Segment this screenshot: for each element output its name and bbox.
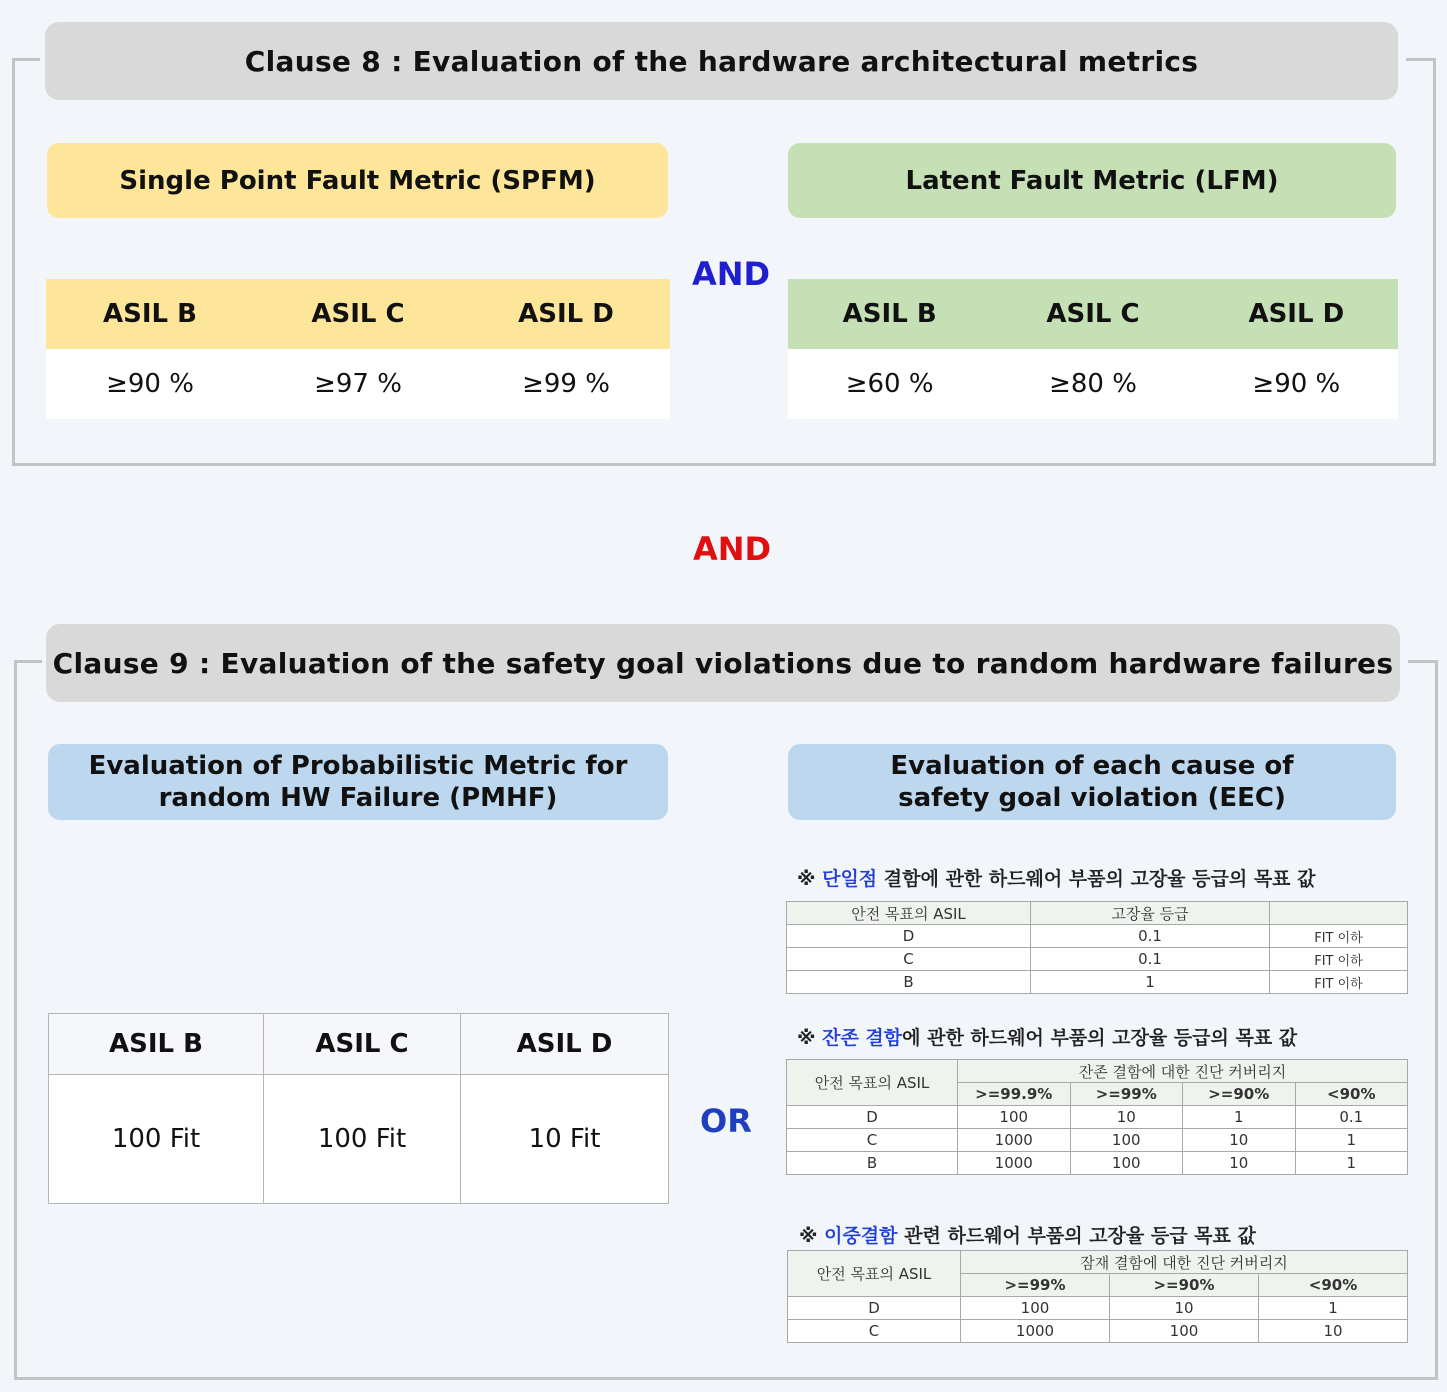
pmhf-label-line2: random HW Failure (PMHF) [158, 783, 558, 813]
eec-table1 [786, 901, 1408, 994]
eec-table3-group-header: 잠재 결함에 대한 진단 커버리지 [961, 1251, 1408, 1274]
pmhf-label-line1: Evaluation of Probabilistic Metric for [88, 751, 628, 781]
lfm-header-asil-d: ASIL D [1248, 299, 1345, 329]
table-row [787, 1152, 1408, 1175]
eec-table1-header-rate: 고장율 등급 [1031, 902, 1270, 925]
eec-table1-unit: FIT 이하 [1270, 948, 1408, 971]
table-row [788, 1320, 1408, 1343]
eec-table1-note-rest: 결함에 관한 하드웨어 부품의 고장율 등급의 목표 값 [877, 868, 1316, 890]
eec-table2-note-prefix: ※ [797, 1027, 823, 1049]
pmhf-label [48, 744, 668, 820]
lfm-value-asil-c: ≥80 % [991, 349, 1194, 419]
eec-label-line2: safety goal violation (EEC) [898, 783, 1286, 813]
eec-table2-cell: 1 [1295, 1152, 1408, 1175]
eec-table3-note-rest: 관련 하드웨어 부품의 고장율 등급 목표 값 [897, 1225, 1256, 1247]
eec-table1-asil: B [787, 971, 1031, 994]
lfm-header-asil-b: ASIL B [842, 299, 937, 329]
eec-table2-cell: 1000 [958, 1152, 1071, 1175]
eec-table2-sub-header: >=90% [1183, 1083, 1296, 1106]
eec-table3-cell: 1000 [961, 1320, 1110, 1343]
clause9-or-operator: OR [700, 1102, 752, 1140]
eec-table3-note-prefix: ※ [799, 1225, 825, 1247]
table-row [787, 1106, 1408, 1129]
clause9-title: Clause 9 : Evaluation of the safety goal violations due to random hardware failures [46, 624, 1400, 702]
eec-table1-header-unit [1270, 902, 1408, 925]
eec-table1-unit: FIT 이하 [1270, 971, 1408, 994]
clause8-and-operator: AND [692, 255, 771, 293]
pmhf-value-asil-b: 100 Fit [49, 1075, 264, 1204]
pmhf-header-asil-d: ASIL D [461, 1014, 669, 1075]
eec-table2-sub-header: >=99.9% [958, 1083, 1071, 1106]
eec-table2-cell: 100 [1070, 1129, 1183, 1152]
eec-table2-group-header: 잔존 결함에 대한 진단 커버리지 [958, 1060, 1408, 1083]
eec-table3-cell: 10 [1110, 1297, 1259, 1320]
eec-table3-cell: C [788, 1320, 961, 1343]
eec-table2-sub-header: >=99% [1070, 1083, 1183, 1106]
eec-table3-row-header: 안전 목표의 ASIL [788, 1251, 961, 1297]
eec-table3-sub-header: <90% [1259, 1274, 1408, 1297]
eec-table2-sub-header: <90% [1295, 1083, 1408, 1106]
eec-table1-rate: 0.1 [1031, 948, 1270, 971]
eec-table1-note-prefix: ※ [797, 868, 823, 890]
eec-table3-cell: 100 [1110, 1320, 1259, 1343]
eec-table2-cell: 10 [1070, 1106, 1183, 1129]
pmhf-value-asil-d: 10 Fit [461, 1075, 669, 1204]
eec-table2-cell: B [787, 1152, 958, 1175]
eec-table2-cell: 1 [1295, 1129, 1408, 1152]
eec-table3-cell: 10 [1259, 1320, 1408, 1343]
eec-table2-cell: 1000 [958, 1129, 1071, 1152]
eec-label [788, 744, 1396, 820]
eec-table3-cell: 100 [961, 1297, 1110, 1320]
pmhf-header-asil-b: ASIL B [49, 1014, 264, 1075]
eec-table1-header-asil: 안전 목표의 ASIL [787, 902, 1031, 925]
eec-table2-cell: C [787, 1129, 958, 1152]
spfm-table [46, 279, 670, 419]
pmhf-table [48, 1013, 669, 1204]
eec-table3-note [799, 1221, 1256, 1248]
eec-table2-row-header: 안전 목표의 ASIL [787, 1060, 958, 1106]
pmhf-value-asil-c: 100 Fit [264, 1075, 461, 1204]
table-row [788, 1297, 1408, 1320]
table-row [787, 1129, 1408, 1152]
spfm-header-asil-c: ASIL C [311, 299, 405, 329]
eec-table3-cell: D [788, 1297, 961, 1320]
lfm-value-asil-b: ≥60 % [788, 349, 991, 419]
eec-table1-note [797, 864, 1316, 891]
eec-table2-note-highlight: 잔존 결함 [822, 1027, 903, 1049]
eec-table3-note-highlight: 이중결함 [824, 1225, 898, 1247]
lfm-label: Latent Fault Metric (LFM) [788, 143, 1396, 218]
spfm-header-asil-d: ASIL D [518, 299, 614, 329]
eec-label-line1: Evaluation of each cause of [890, 751, 1294, 781]
lfm-value-asil-d: ≥90 % [1195, 349, 1398, 419]
eec-table2-cell: 0.1 [1295, 1106, 1408, 1129]
eec-table1-unit: FIT 이하 [1270, 925, 1408, 948]
spfm-header-asil-b: ASIL B [103, 299, 197, 329]
pmhf-header-asil-c: ASIL C [264, 1014, 461, 1075]
eec-table1-asil: C [787, 948, 1031, 971]
eec-table2-cell: 1 [1183, 1106, 1296, 1129]
clause8-title: Clause 8 : Evaluation of the hardware architectural metrics [45, 22, 1398, 100]
eec-table2-cell: D [787, 1106, 958, 1129]
eec-table2-note-rest: 에 관한 하드웨어 부품의 고장율 등급의 목표 값 [902, 1027, 1298, 1049]
eec-table2 [786, 1059, 1408, 1175]
eec-table2-cell: 100 [1070, 1152, 1183, 1175]
eec-table2-cell: 100 [958, 1106, 1071, 1129]
eec-table1-rate: 0.1 [1031, 925, 1270, 948]
table-row [787, 971, 1408, 994]
eec-table1-rate: 1 [1031, 971, 1270, 994]
spfm-value-asil-c: ≥97 % [254, 349, 462, 419]
eec-table1-asil: D [787, 925, 1031, 948]
spfm-value-asil-b: ≥90 % [46, 349, 254, 419]
table-row [787, 948, 1408, 971]
eec-table1-note-highlight: 단일점 [822, 868, 878, 890]
lfm-table [788, 279, 1398, 419]
eec-table3-cell: 1 [1259, 1297, 1408, 1320]
table-row [787, 925, 1408, 948]
eec-table3-sub-header: >=99% [961, 1274, 1110, 1297]
eec-table3 [787, 1250, 1408, 1343]
spfm-value-asil-d: ≥99 % [462, 349, 670, 419]
between-and-operator: AND [693, 530, 772, 568]
eec-table2-note [797, 1023, 1297, 1050]
eec-table2-cell: 10 [1183, 1129, 1296, 1152]
eec-table2-cell: 10 [1183, 1152, 1296, 1175]
eec-table3-sub-header: >=90% [1110, 1274, 1259, 1297]
lfm-header-asil-c: ASIL C [1046, 299, 1140, 329]
spfm-label: Single Point Fault Metric (SPFM) [47, 143, 668, 218]
